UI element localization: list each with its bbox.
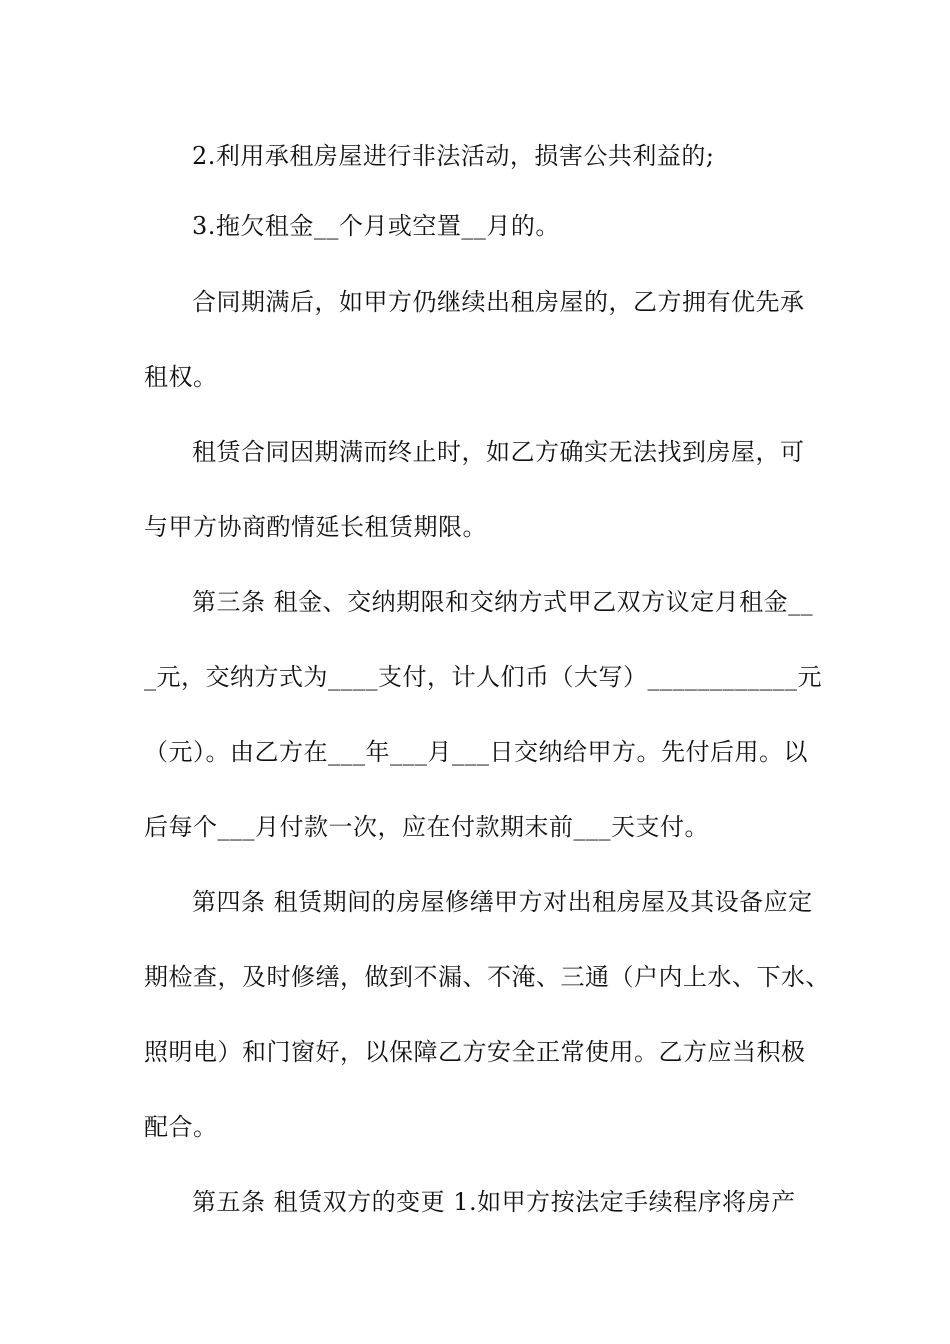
text-line-article-3-payment: _元，交纳方式为____支付，计人们币（大写）____________元 bbox=[144, 663, 822, 691]
text-line-article-4-safety: 照明电）和门窗好，以保障乙方安全正常使用。乙方应当积极 bbox=[144, 1038, 806, 1066]
text-line-article-4-repair: 期检查，及时修缮，做到不漏、不淹、三通（户内上水、下水、 bbox=[144, 963, 830, 991]
text-line-article-3-date: （元）。由乙方在___年___月___日交纳给甲方。先付后用。以 bbox=[144, 738, 808, 766]
text-line-termination-cont: 与甲方协商酌情延长租赁期限。 bbox=[144, 513, 487, 541]
text-line-clause-2: 2.利用承租房屋进行非法活动，损害公共利益的; bbox=[192, 142, 715, 170]
text-line-article-5: 第五条 租赁双方的变更 1.如甲方按法定手续程序将房产 bbox=[192, 1188, 796, 1216]
text-line-article-4: 第四条 租赁期间的房屋修缮甲方对出租房屋及其设备应定 bbox=[192, 888, 813, 916]
text-line-renewal: 合同期满后，如甲方仍继续出租房屋的，乙方拥有优先承 bbox=[192, 288, 805, 316]
text-line-clause-3: 3.拖欠租金__个月或空置__月的。 bbox=[192, 212, 560, 240]
text-line-article-3: 第三条 租金、交纳期限和交纳方式甲乙双方议定月租金__ bbox=[192, 588, 814, 616]
text-line-article-3-period: 后每个___月付款一次，应在付款期末前___天支付。 bbox=[144, 813, 709, 841]
text-line-renewal-cont: 租权。 bbox=[144, 363, 218, 391]
text-line-article-4-end: 配合。 bbox=[144, 1113, 218, 1141]
text-line-termination: 租赁合同因期满而终止时，如乙方确实无法找到房屋，可 bbox=[192, 438, 805, 466]
